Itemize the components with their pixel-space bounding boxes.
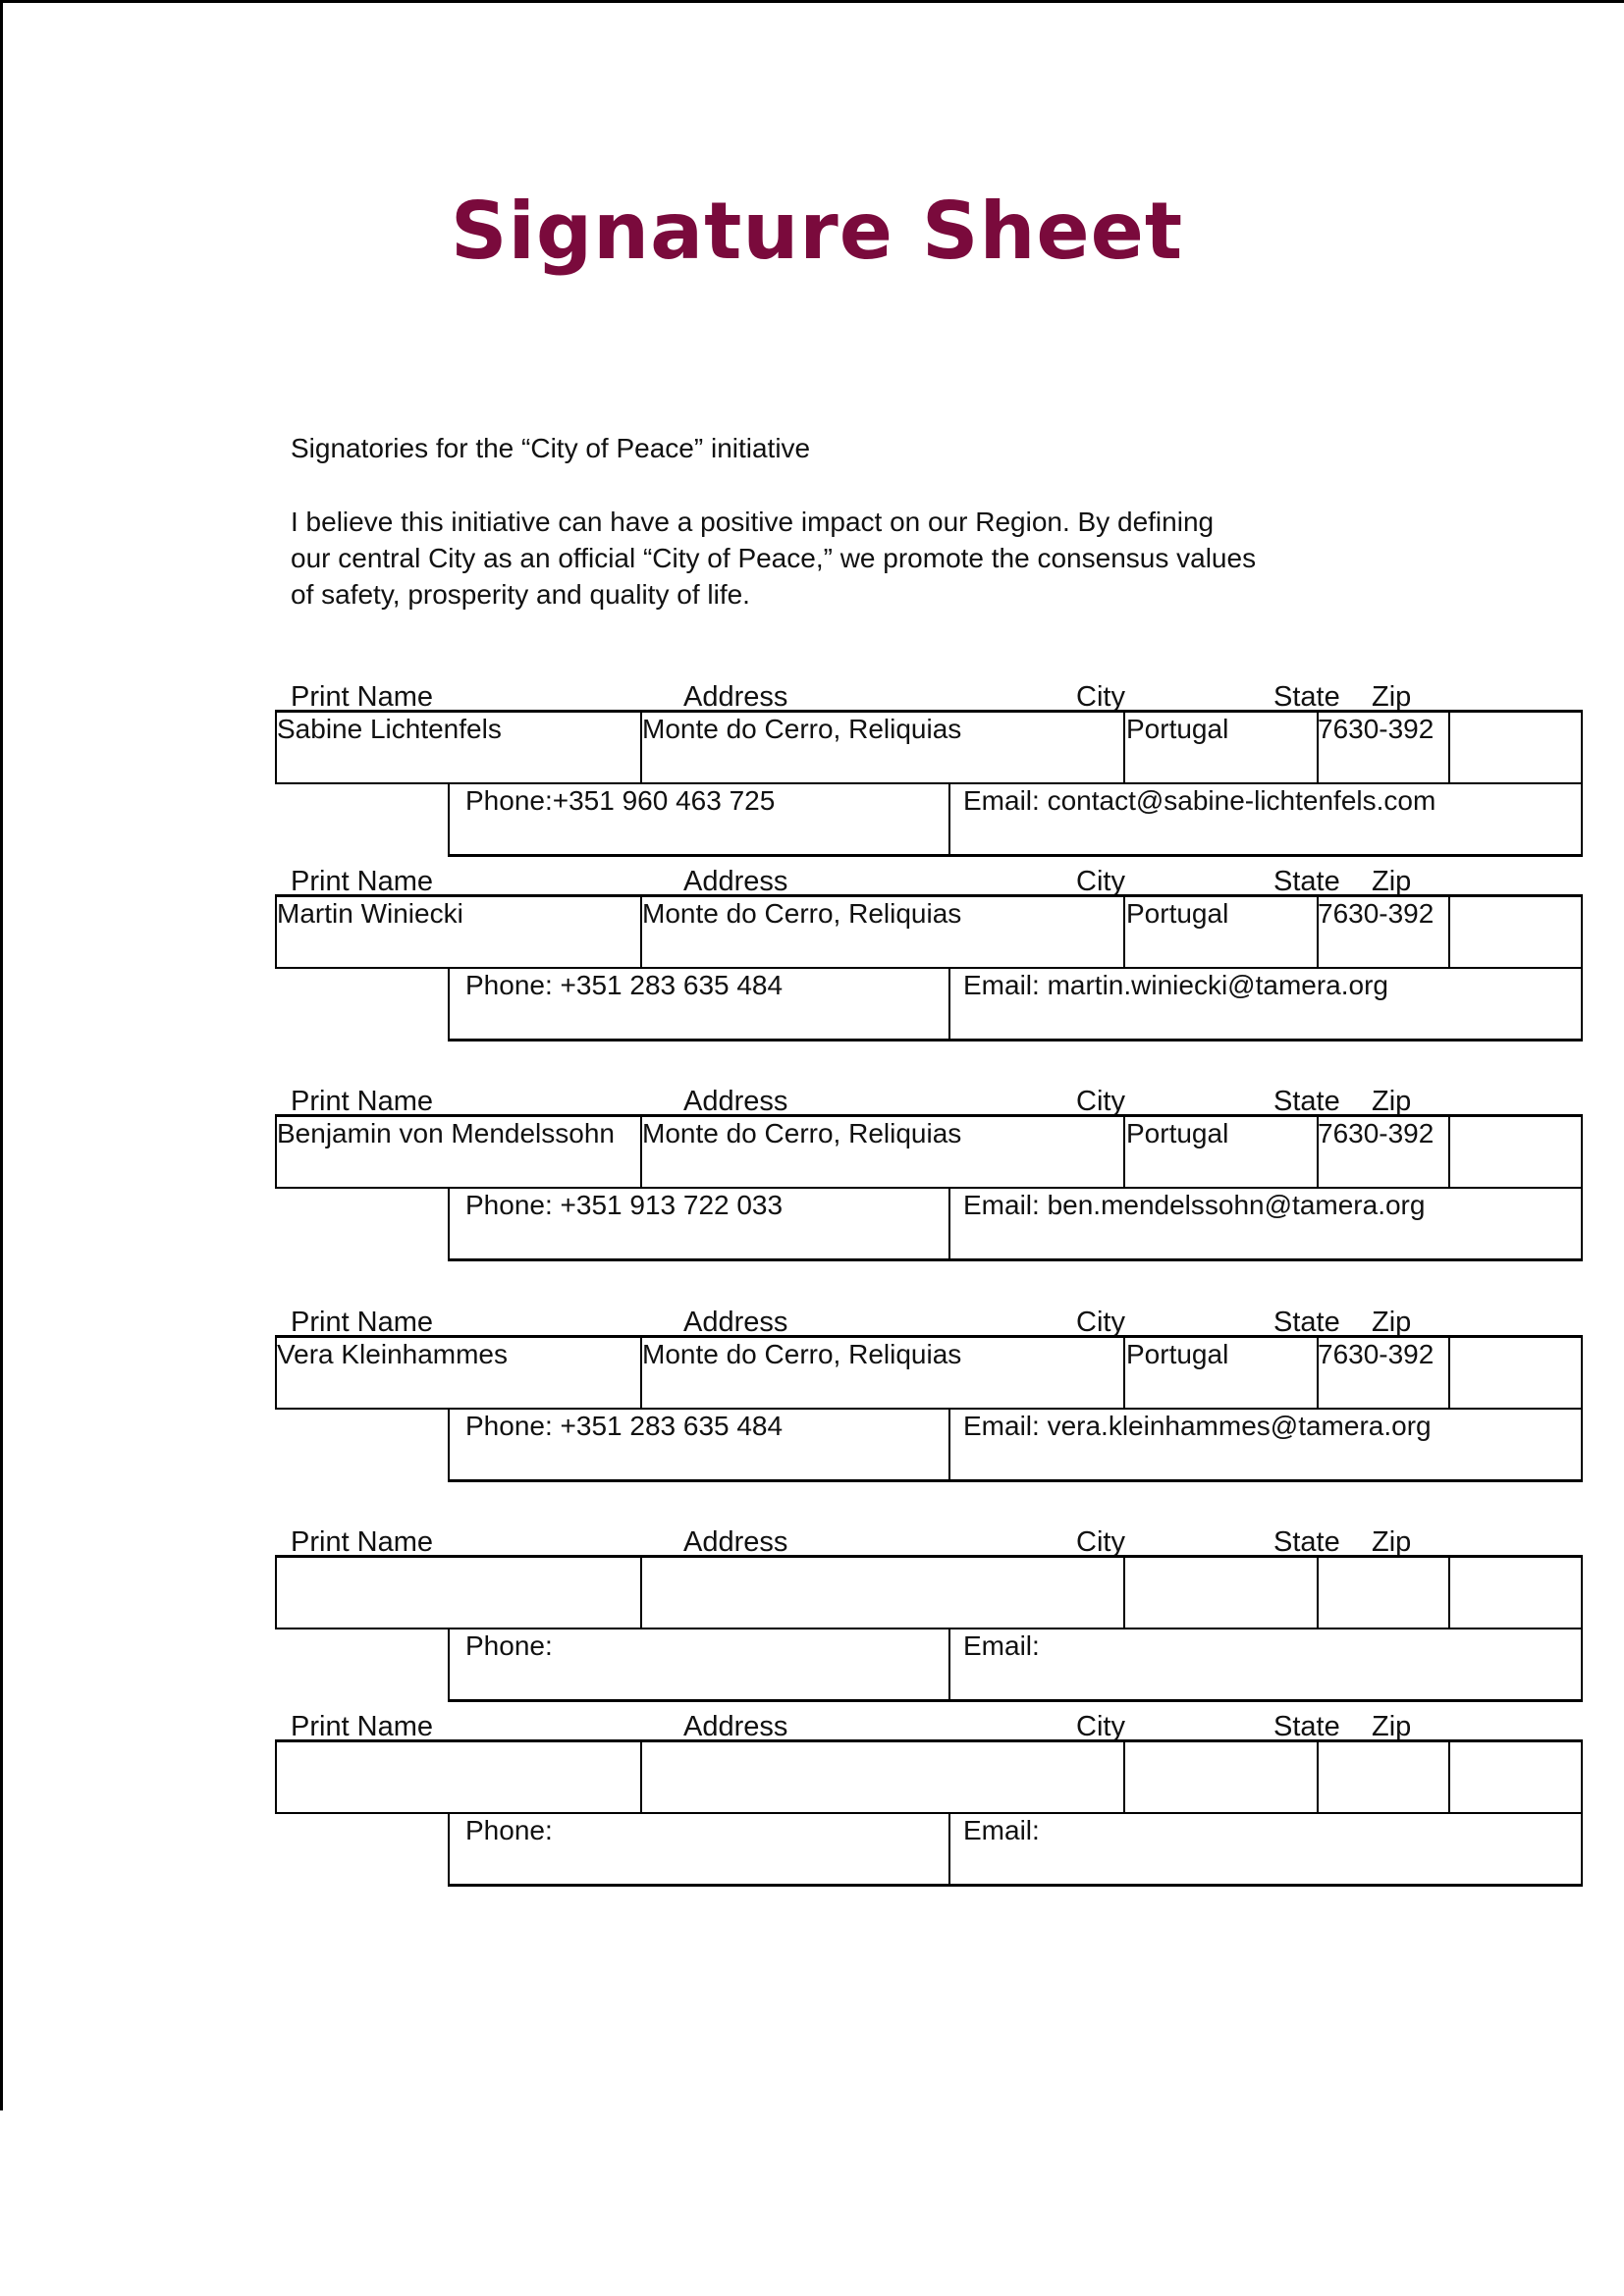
header-print-name: Print Name: [291, 1526, 434, 1558]
contact-row: [448, 1628, 1583, 1702]
cell-divider: [1448, 1338, 1450, 1408]
state-cell[interactable]: 7630-392: [1318, 898, 1435, 929]
header-zip: Zip: [1372, 681, 1412, 713]
subtitle: Signatories for the “City of Peace” initiative: [291, 433, 811, 463]
cell-divider: [1123, 1338, 1125, 1408]
cell-divider: [640, 1558, 642, 1628]
statement-line: of safety, prosperity and quality of life.: [291, 579, 750, 610]
name-cell[interactable]: Benjamin von Mendelssohn: [277, 1118, 615, 1148]
city-cell[interactable]: Portugal: [1126, 1339, 1229, 1369]
cell-divider: [1448, 897, 1450, 967]
header-zip: Zip: [1372, 1307, 1412, 1338]
address-cell[interactable]: Monte do Cerro, Reliquias: [642, 1118, 962, 1148]
cell-divider: [948, 1187, 950, 1258]
cell-divider: [1123, 713, 1125, 782]
signatory-row: [275, 894, 1583, 969]
cell-divider: [1123, 897, 1125, 967]
header-city: City: [1076, 866, 1125, 897]
header-address: Address: [683, 1307, 788, 1338]
email-field[interactable]: Email: martin.winiecki@tamera.org: [963, 970, 1388, 1000]
header-print-name: Print Name: [291, 681, 434, 713]
address-cell[interactable]: Monte do Cerro, Reliquias: [642, 898, 962, 929]
cell-divider: [948, 967, 950, 1039]
header-city: City: [1076, 1526, 1125, 1558]
cell-divider: [1448, 1117, 1450, 1187]
city-cell[interactable]: Portugal: [1126, 1118, 1229, 1148]
contact-row: [448, 967, 1583, 1041]
cell-divider: [1317, 1558, 1319, 1628]
header-zip: Zip: [1372, 866, 1412, 897]
header-zip: Zip: [1372, 1086, 1412, 1117]
phone-field[interactable]: Phone:: [465, 1630, 553, 1661]
header-address: Address: [683, 681, 788, 713]
signatory-row: [275, 1739, 1583, 1814]
header-zip: Zip: [1372, 1526, 1412, 1558]
state-cell[interactable]: 7630-392: [1318, 1118, 1435, 1148]
header-print-name: Print Name: [291, 1086, 434, 1117]
email-field[interactable]: Email:: [963, 1815, 1040, 1845]
header-city: City: [1076, 681, 1125, 713]
statement-line: I believe this initiative can have a positive impact on our Region. By defining: [291, 507, 1215, 537]
cell-divider: [1123, 1558, 1125, 1628]
phone-field[interactable]: Phone:+351 960 463 725: [465, 785, 776, 816]
page-border-top: [0, 0, 1624, 3]
contact-row: [448, 782, 1583, 857]
name-cell[interactable]: Vera Kleinhammes: [277, 1339, 509, 1369]
contact-row: [448, 1408, 1583, 1482]
cell-divider: [1448, 1742, 1450, 1812]
signatory-row: [275, 710, 1583, 784]
header-address: Address: [683, 866, 788, 897]
phone-field[interactable]: Phone: +351 283 635 484: [465, 970, 784, 1000]
cell-divider: [640, 1742, 642, 1812]
city-cell[interactable]: Portugal: [1126, 714, 1229, 744]
cell-divider: [1448, 713, 1450, 782]
cell-divider: [948, 782, 950, 854]
header-state: State: [1273, 1526, 1340, 1558]
statement: [291, 504, 1331, 613]
email-field[interactable]: Email: ben.mendelssohn@tamera.org: [963, 1190, 1426, 1220]
header-address: Address: [683, 1526, 788, 1558]
header-zip: Zip: [1372, 1711, 1412, 1742]
cell-divider: [1123, 1742, 1125, 1812]
name-cell[interactable]: Sabine Lichtenfels: [277, 714, 502, 744]
phone-field[interactable]: Phone:: [465, 1815, 553, 1845]
header-state: State: [1273, 1307, 1340, 1338]
header-city: City: [1076, 1711, 1125, 1742]
address-cell[interactable]: Monte do Cerro, Reliquias: [642, 1339, 962, 1369]
statement-line: our central City as an official “City of Peace,” we promote the consensus values: [291, 543, 1257, 573]
cell-divider: [948, 1812, 950, 1884]
phone-field[interactable]: Phone: +351 283 635 484: [465, 1411, 784, 1441]
cell-divider: [948, 1408, 950, 1479]
cell-divider: [1317, 1742, 1319, 1812]
header-print-name: Print Name: [291, 866, 434, 897]
header-state: State: [1273, 1086, 1340, 1117]
email-field[interactable]: Email: vera.kleinhammes@tamera.org: [963, 1411, 1432, 1441]
cell-divider: [948, 1628, 950, 1699]
signatory-row: [275, 1335, 1583, 1410]
phone-field[interactable]: Phone: +351 913 722 033: [465, 1190, 784, 1220]
name-cell[interactable]: Martin Winiecki: [277, 898, 463, 929]
email-field[interactable]: Email:: [963, 1630, 1040, 1661]
page-title: Signature Sheet: [450, 186, 1184, 277]
header-state: State: [1273, 866, 1340, 897]
signatory-row: [275, 1114, 1583, 1189]
state-cell[interactable]: 7630-392: [1318, 1339, 1435, 1369]
header-state: State: [1273, 681, 1340, 713]
header-print-name: Print Name: [291, 1711, 434, 1742]
header-address: Address: [683, 1086, 788, 1117]
cell-divider: [1448, 1558, 1450, 1628]
header-state: State: [1273, 1711, 1340, 1742]
header-city: City: [1076, 1307, 1125, 1338]
cell-divider: [1123, 1117, 1125, 1187]
city-cell[interactable]: Portugal: [1126, 898, 1229, 929]
signatory-row: [275, 1555, 1583, 1629]
contact-row: [448, 1812, 1583, 1887]
email-field[interactable]: Email: contact@sabine-lichtenfels.com: [963, 785, 1436, 816]
header-city: City: [1076, 1086, 1125, 1117]
address-cell[interactable]: Monte do Cerro, Reliquias: [642, 714, 962, 744]
header-address: Address: [683, 1711, 788, 1742]
header-print-name: Print Name: [291, 1307, 434, 1338]
state-cell[interactable]: 7630-392: [1318, 714, 1435, 744]
page-border-left: [0, 0, 3, 2110]
contact-row: [448, 1187, 1583, 1261]
